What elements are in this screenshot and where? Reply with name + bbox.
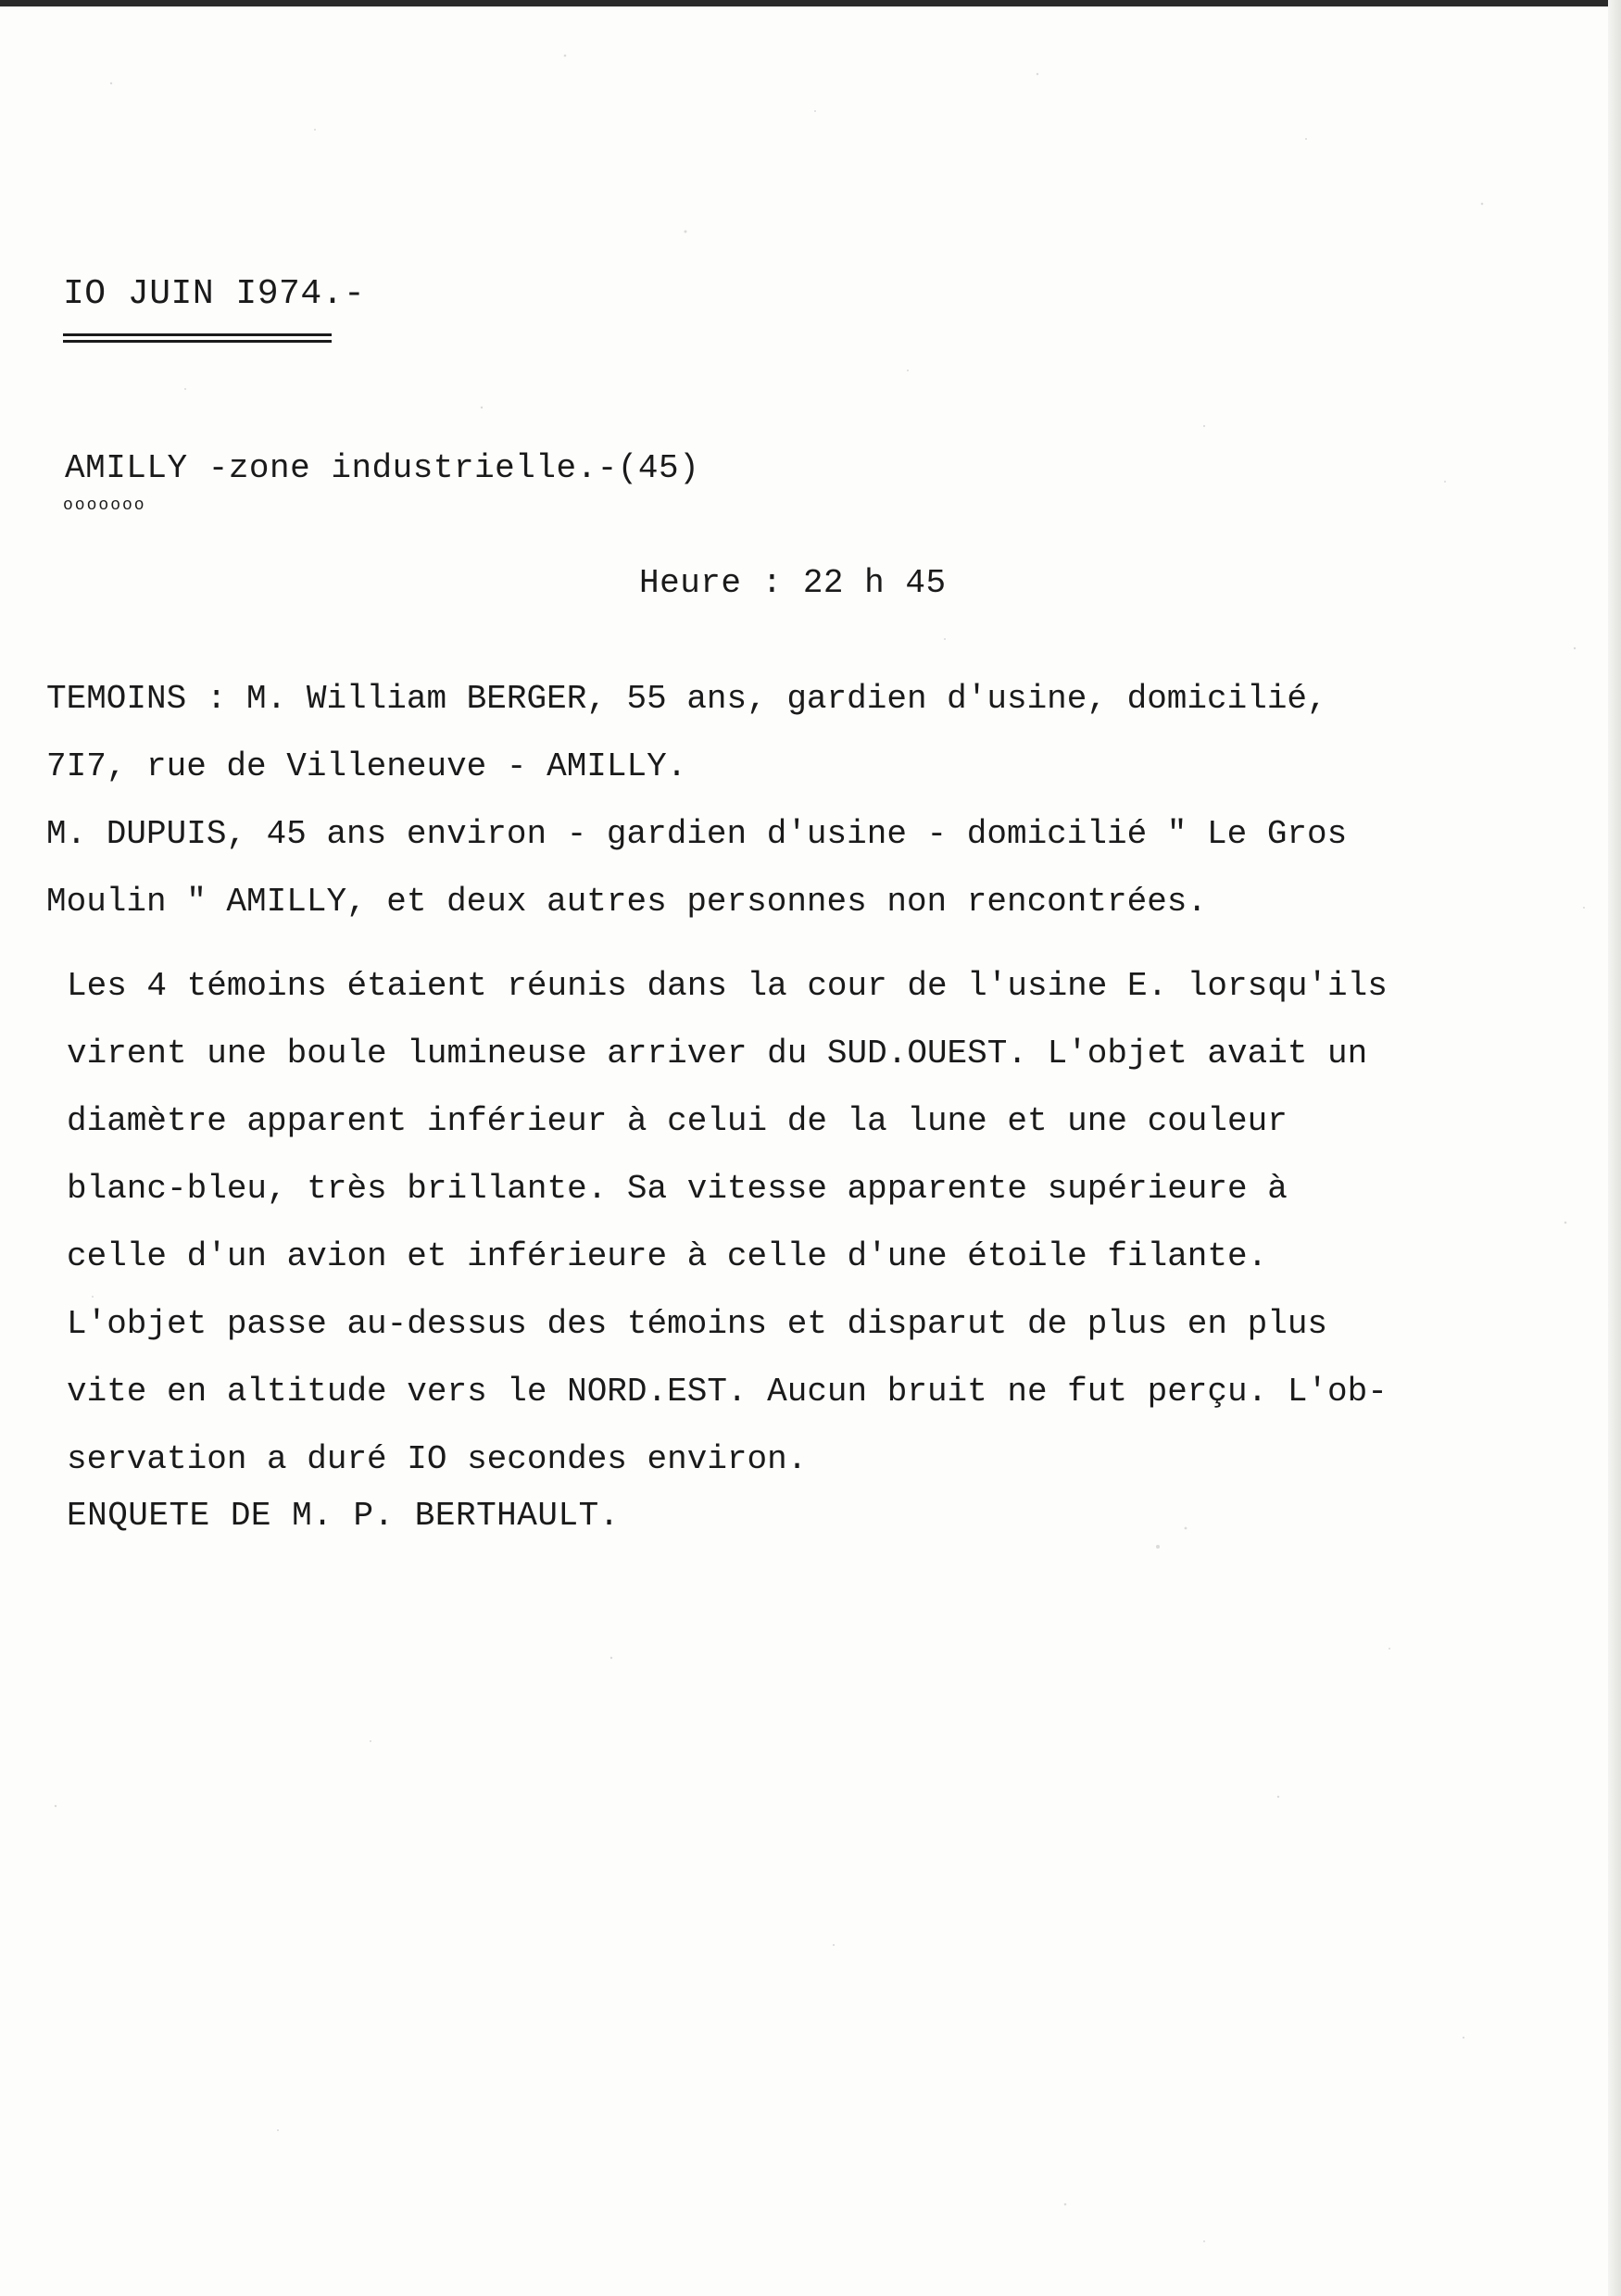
scan-right-edge bbox=[1608, 0, 1621, 2296]
text-line: 7I7, rue de Villeneuve - AMILLY. bbox=[46, 747, 687, 785]
observation-description bbox=[67, 952, 1388, 1493]
observation-time: Heure : 22 h 45 bbox=[639, 564, 947, 602]
document-date: IO JUIN I974.- bbox=[63, 274, 366, 314]
text-line: servation a duré IO secondes environ. bbox=[67, 1440, 808, 1478]
text-line: M. DUPUIS, 45 ans environ - gardien d'usine - domicilié " Le Gros bbox=[46, 815, 1348, 853]
text-line: Les 4 témoins étaient réunis dans la cour de l'usine E. lorsqu'ils bbox=[67, 967, 1388, 1005]
text-line: vite en altitude vers le NORD.EST. Aucun bruit ne fut perçu. L'ob- bbox=[67, 1373, 1388, 1411]
text-line: diamètre apparent inférieur à celui de la lune et une couleur bbox=[67, 1102, 1288, 1140]
date-double-underline bbox=[63, 333, 332, 343]
location-heading: AMILLY -zone industrielle.-(45) bbox=[65, 449, 700, 487]
text-line: TEMOINS : M. William BERGER, 55 ans, gardien d'usine, domicilié, bbox=[46, 680, 1327, 718]
text-line: celle d'un avion et inférieure à celle d'une étoile filante. bbox=[67, 1237, 1268, 1275]
investigator-credit: ENQUETE DE M. P. BERTHAULT. bbox=[67, 1497, 620, 1535]
text-line: L'objet passe au-dessus des témoins et disparut de plus en plus bbox=[67, 1305, 1328, 1343]
text-line: blanc-bleu, très brillante. Sa vitesse apparente supérieure à bbox=[67, 1170, 1288, 1208]
text-line: virent une boule lumineuse arriver du SUD.OUEST. L'objet avait un bbox=[67, 1035, 1368, 1073]
text-line: Moulin " AMILLY, et deux autres personnes non rencontrées. bbox=[46, 883, 1208, 921]
second-witness-paragraph bbox=[46, 800, 1347, 935]
witnesses-paragraph bbox=[46, 665, 1327, 800]
location-underline-marks: ooooooo bbox=[63, 496, 146, 515]
scan-top-edge bbox=[0, 0, 1621, 6]
